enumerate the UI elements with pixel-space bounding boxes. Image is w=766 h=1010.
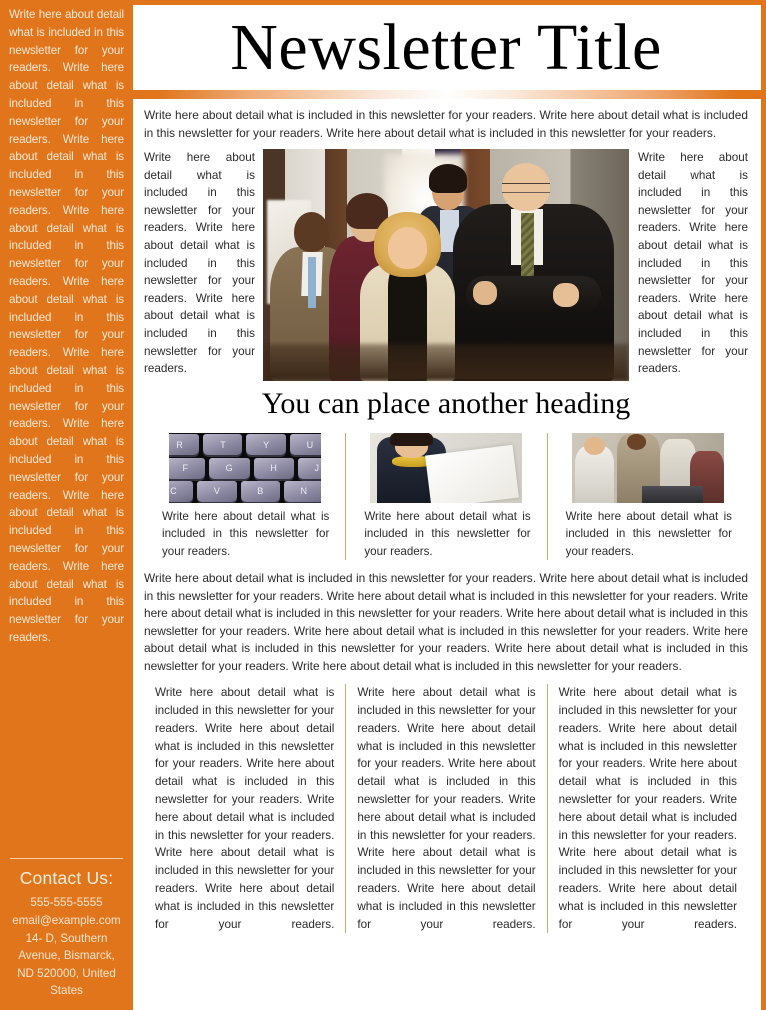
hero-image-business-team (263, 149, 629, 381)
wide-paragraph: Write here about detail what is included in this newsletter for your readers. Write here about detail what is included in this newsletter for your readers. Write here about detail what is included in this newsletter for your readers. Write here about detail what is included in this newsletter for your readers. Write here about detail what is included in this newsletter for your readers. Write here about detail what is included in this newsletter for your readers. Write here about detail what is included in this newsletter for your readers. Write here about detail what is included in this newsletter for your readers. Write here about detail what is included in this newsletter for your readers. (144, 571, 748, 673)
key-cap: T (203, 434, 242, 455)
thumbnail-image-keyboard (169, 433, 321, 503)
key-cap: G (209, 458, 250, 479)
key-cap: R (169, 434, 200, 455)
key-cap: F (169, 458, 205, 479)
thumbnail-column-3 (547, 433, 748, 560)
thumbnail-caption: Write here about detail what is included in this newsletter for your readers. (364, 510, 531, 558)
thumbnail-row (144, 433, 748, 560)
team-laptop-illustration (572, 433, 724, 503)
key-cap: U (290, 434, 321, 455)
hero-photo-row (144, 149, 748, 381)
main-content-area (133, 0, 766, 1010)
keyboard-row-1 (169, 434, 321, 455)
contact-block (9, 868, 124, 1010)
sidebar (0, 0, 133, 1010)
t2-person-hair (390, 433, 433, 446)
masthead-inner (133, 5, 761, 90)
hero-right-text: Write here about detail what is included in this newsletter for your readers. Write here about detail what is included in this newsletter for your readers. Write here about detail what is included in this newsletter for your readers. (638, 151, 748, 376)
masthead (133, 0, 761, 99)
hero-person-5-glasses (502, 183, 550, 194)
thumbnail-column-1 (144, 433, 345, 560)
contact-phone[interactable]: 555-555-5555 (30, 896, 103, 910)
bottom-column-3 (547, 684, 748, 933)
contact-address: 14- D, Southern Avenue, Bismarck, ND 520000, United States (17, 931, 116, 998)
bottom-column-1 (144, 684, 345, 933)
sidebar-spacer (9, 647, 124, 855)
bottom-column-2 (345, 684, 546, 933)
contact-email[interactable]: email@example.com (12, 914, 121, 928)
key-cap: V (197, 481, 236, 502)
key-cap: C (169, 481, 194, 502)
contact-heading: Contact Us: (19, 868, 114, 889)
documents-illustration (370, 433, 522, 503)
sidebar-body-text: Write here about detail what is included in this newsletter for your readers. Write here about detail what is included in this newsletter for your readers. Write here about detail what is included in this newsletter for your readers. Write here about detail what is included in this newsletter for your readers. Write here about detail what is included in this newsletter for your readers. Write here about detail what is included in this newsletter for your readers. Write here about detail what is included in this newsletter for your readers. Write here about detail what is included in this newsletter for your readers. Write here about detail what is included in this newsletter for your readers. (9, 8, 124, 644)
bottom-column-text: Write here about detail what is included in this newsletter for your readers. Write here about detail what is included in this newsletter for your readers. Write here about detail what is included in this newsletter for your readers. Write here about detail what is included in this newsletter for your readers. Write here about detail what is included in this newsletter for your readers. Write here about detail what is included in this newsletter for your readers. (155, 686, 335, 931)
content-body (133, 99, 761, 1010)
keyboard-row-3 (169, 481, 321, 502)
hero-person-5-hand-left (473, 281, 497, 305)
hero-person-1-tie (308, 257, 316, 308)
contact-divider (10, 858, 123, 859)
hero-person-4-head (388, 227, 428, 269)
key-cap: N (284, 481, 321, 502)
page-title: Newsletter Title (230, 11, 662, 84)
key-cap: H (254, 458, 294, 479)
bottom-column-text: Write here about detail what is included in this newsletter for your readers. Write here about detail what is included in this newsletter for your readers. Write here about detail what is included in this newsletter for your readers. Write here about detail what is included in this newsletter for your readers. Write here about detail what is included in this newsletter for your readers. Write here about detail what is included in this newsletter for your readers. (558, 686, 737, 931)
key-cap: J (298, 458, 321, 479)
t2-paper-sheet (425, 445, 519, 503)
hero-left-column (144, 149, 263, 378)
hero-right-column (629, 149, 748, 378)
t3-person-standing-center-head (627, 434, 647, 449)
thumbnail-image-team-laptop (572, 433, 724, 503)
key-cap: B (241, 481, 280, 502)
hero-person-5-hand-right (553, 283, 579, 307)
hero-left-text: Write here about detail what is included in this newsletter for your readers. Write here about detail what is included in this newsletter for your readers. Write here about detail what is included in this newsletter for your readers. (144, 151, 255, 376)
t3-laptop (642, 486, 703, 503)
keyboard-illustration (169, 433, 321, 503)
hero-person-1-head (294, 212, 329, 253)
hero-foreground-shadow (263, 344, 629, 381)
bottom-column-text: Write here about detail what is included in this newsletter for your readers. Write here about detail what is included in this newsletter for your readers. Write here about detail what is included in this newsletter for your readers. Write here about detail what is included in this newsletter for your readers. Write here about detail what is included in this newsletter for your readers. Write here about detail what is included in this newsletter for your readers. (357, 686, 536, 931)
thumbnail-caption: Write here about detail what is included in this newsletter for your readers. (565, 510, 732, 558)
bottom-column-row (144, 684, 748, 933)
thumbnail-caption: Write here about detail what is included in this newsletter for your readers. (162, 510, 330, 558)
thumbnail-column-2 (345, 433, 546, 560)
wide-paragraph-block (144, 570, 748, 675)
thumbnail-image-documents (370, 433, 522, 503)
title-gradient-rule (133, 90, 761, 99)
section-heading: You can place another heading (261, 387, 631, 420)
intro-paragraph: Write here about detail what is included in this newsletter for your readers. Write here about detail what is included in this newsletter for your readers. Write here about detail what is included in this newsletter for your readers. (144, 108, 748, 140)
keyboard-row-2 (169, 458, 321, 479)
key-cap: Y (246, 434, 285, 455)
